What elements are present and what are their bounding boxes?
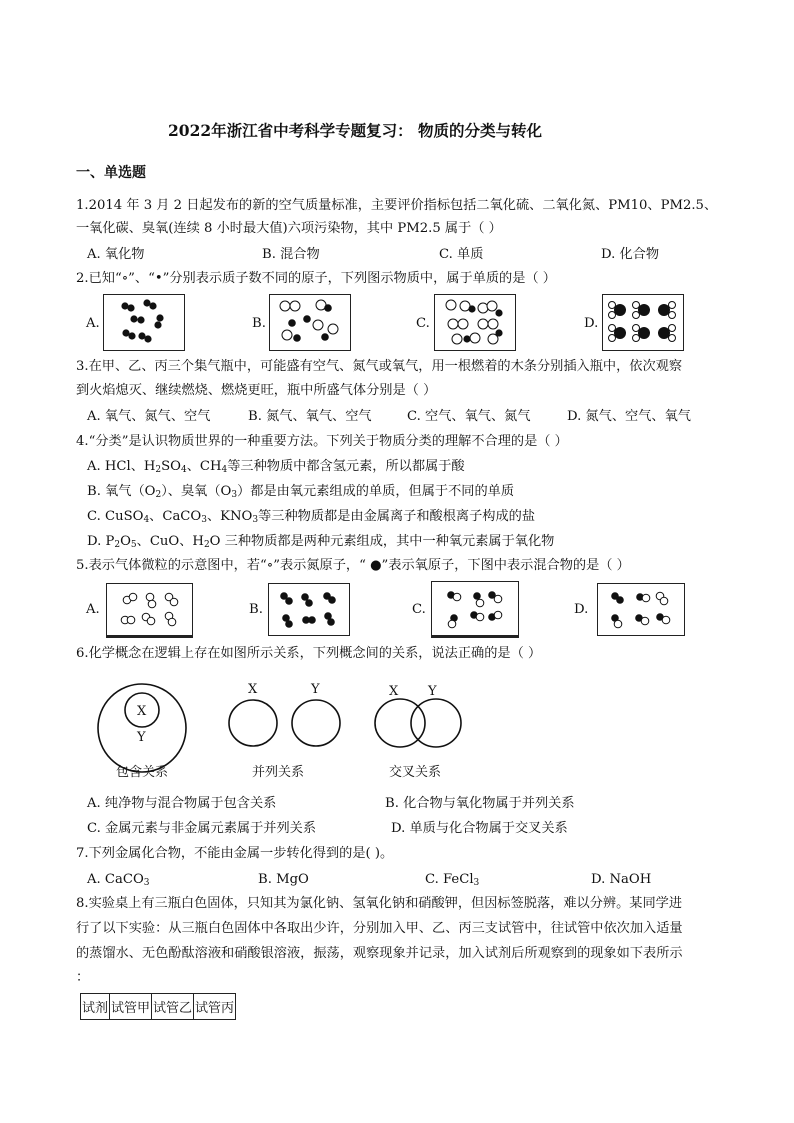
q7-c-sub: 3 [473,878,480,888]
q6-option-d[interactable]: D. 单质与化合物属于交叉关系 [391,821,568,836]
q6-caption-cross: 交叉关系 [389,765,442,780]
q5-diagram-b[interactable] [268,583,350,636]
q4-a-text3: 、CH [186,459,222,474]
q8-line1: 8.实验桌上有三瓶白色固体，只知其为氯化钠、氢氧化钠和硝酸钾，但因标签脱落，难以分辨。某同学进 [76,896,683,911]
q4-a-sub1: 2 [155,465,162,475]
q3-option-c[interactable]: C. 空气、氧气、氮气 [407,409,531,424]
q8-line2: 行了以下实验：从三瓶白色固体中各取出少许，分别加入甲、乙、丙三支试管中，往试管中依次加入适量 [76,921,683,936]
q4-b-sub1: 2 [155,490,162,500]
q2-diagram-d-molecules [603,295,683,350]
table-header-tube-c: 试管丙 [194,994,236,1020]
q4-c-text3: 、KNO [206,509,253,524]
q4-b-text3: ）都是由氧元素组成的单质，但属于不同的单质 [237,484,515,499]
cross-x-label: X [389,684,399,699]
q4-d-text1: D. P [87,534,115,549]
q7-option-d[interactable]: D. NaOH [591,872,652,887]
q4-a-sub2: 4 [181,465,187,475]
q4-option-b[interactable] [87,483,514,500]
q6-caption-parallel: 并列关系 [252,765,305,780]
q1-option-c[interactable]: C. 单质 [439,247,484,262]
contain-x-label: X [137,704,147,719]
q7-stem: 7.下列金属化合物，不能由金属一步转化得到的是( )。 [76,846,394,861]
q2-label-b[interactable]: B. [252,316,266,331]
q4-b-text2: ）、臭氧（O [161,484,232,499]
q3-option-d[interactable]: D. 氮气、空气、氧气 [567,409,691,424]
q5-diagram-a-molecules [107,584,192,635]
q1-option-d[interactable]: D. 化合物 [601,247,660,262]
q4-b-text1: B. 氧气（O [87,484,156,499]
table-header-tube-b: 试管乙 [152,994,194,1020]
q5-diagram-c-molecules [432,582,518,635]
q7-a-sub: 3 [143,878,150,888]
q7-option-c[interactable] [425,871,479,888]
q1-line1: 1.2014 年 3 月 2 日起发布的新的空气质量标准，主要评价指标包括二氧化硫、二氧化氮、PM10、PM2.5、 [76,198,718,213]
q7-option-b[interactable]: B. MgO [258,872,309,887]
q2-diagram-a-molecules [104,295,184,350]
q7-option-a[interactable] [87,871,150,888]
q2-label-d[interactable]: D. [584,316,599,331]
q4-a-sub3: 4 [221,465,228,475]
q5-diagram-d-molecules [598,584,684,635]
table-header-tube-a: 试管甲 [110,994,152,1020]
q5-label-d[interactable]: D. [574,602,589,617]
q4-d-sub1: 2 [114,540,121,550]
q4-d-sub2: 5 [130,540,137,550]
cross-y-label: Y [428,684,437,699]
q4-c-text4: 等三种物质都是由金属离子和酸根离子构成的盐 [258,509,536,524]
q4-a-text1: A. HCl、H [87,459,156,474]
q2-diagram-a[interactable] [103,294,185,351]
q4-a-text4: 等三种物质中都含氢元素，所以都属于酸 [227,459,465,474]
section-heading: 一、单选题 [76,165,146,181]
q1-line2: 一氧化碳、臭氧(连续 8 小时最大值)六项污染物，其中 PM2.5 属于（ ） [76,221,502,236]
q2-stem: 2.已知“∘”、“•”分别表示质子数不同的原子，下列图示物质中，属于单质的是（ ） [76,271,556,286]
q4-option-a[interactable] [87,458,465,475]
q5-stem: 5.表示气体微粒的示意图中，若“∘”表示氮原子，“ ●”表示氧原子，下图中表示混合物的是（ ） [76,558,630,573]
q6-option-a[interactable]: A. 纯净物与混合物属于包含关系 [87,796,277,811]
q2-diagram-d[interactable] [602,294,684,351]
q4-d-sub3: 2 [203,540,210,550]
q4-c-sub3: 3 [252,515,259,525]
q4-c-sub2: 3 [201,515,207,525]
q3-option-a[interactable]: A. 氧气、氮气、空气 [87,409,211,424]
parallel-x-label: X [248,682,258,697]
q4-b-sub2: 3 [231,490,238,500]
parallel-circle-y [292,700,340,746]
q2-label-a[interactable]: A. [86,316,100,331]
q7-c-text: C. FeCl [425,872,474,887]
q6-caption-contain: 包含关系 [116,765,169,780]
q3-line2: 到火焰熄灭、继续燃烧、燃烧更旺，瓶中所盛气体分别是（ ） [76,383,437,398]
q8-line3: 的蒸馏水、无色酚酞溶液和硝酸银溶液，振荡，观察现象并记录，加入试剂后所观察到的现象如下表所示 [76,946,683,961]
q2-diagram-c-molecules [435,295,515,350]
q5-label-a[interactable]: A. [86,602,100,617]
q4-a-text2: SO [161,459,181,474]
cross-circle-y [411,699,461,747]
q6-stem: 6.化学概念在逻辑上存在如图所示关系，下列概念间的关系，说法正确的是（ ） [76,646,542,661]
q4-d-text4: O 三种物质都是两种元素组成，其中一种氧元素属于氧化物 [209,534,555,549]
q5-diagram-c[interactable] [431,581,519,638]
q6-option-c[interactable]: C. 金属元素与非金属元素属于并列关系 [87,821,317,836]
q7-a-text: A. CaCO [87,872,144,887]
q3-line1: 3.在甲、乙、丙三个集气瓶中，可能盛有空气、氮气或氧气，用一根燃着的木条分别插入瓶中，依次观察 [76,359,683,374]
q4-d-text2: O [120,534,131,549]
q6-option-b[interactable]: B. 化合物与氧化物属于并列关系 [385,796,575,811]
q1-option-b[interactable]: B. 混合物 [262,247,320,262]
q5-diagram-b-molecules [269,584,349,635]
q5-label-c[interactable]: C. [412,602,426,617]
q5-diagram-d[interactable] [597,583,685,636]
parallel-y-label: Y [311,682,320,697]
q2-diagram-c[interactable] [434,294,516,351]
q8-line4: ： [76,970,90,985]
q8-table [80,993,236,1020]
q4-c-text1: C. CuSO [87,509,144,524]
q2-diagram-b[interactable] [269,294,351,351]
q4-stem: 4.“分类”是认识物质世界的一种重要方法。下列关于物质分类的理解不合理的是（ ） [76,434,568,449]
table-header-reagent: 试剂 [81,994,110,1020]
contain-outer-circle [98,684,186,772]
q1-option-a[interactable]: A. 氧化物 [87,247,145,262]
q4-option-d[interactable] [87,533,554,550]
table-row [81,994,236,1020]
parallel-circle-x [229,700,277,746]
q3-option-b[interactable]: B. 氮气、氧气、空气 [248,409,372,424]
q2-diagram-b-molecules [270,295,350,350]
q4-option-c[interactable] [87,508,535,525]
page-title: 2022年浙江省中考科学专题复习： 物质的分类与转化 [168,121,543,140]
q4-c-sub1: 4 [143,515,150,525]
q5-diagram-a[interactable] [106,583,193,638]
q4-c-text2: 、CaCO [149,509,202,524]
contain-y-label: Y [137,730,146,745]
q4-d-text3: 、CuO、H [136,534,204,549]
q2-label-c[interactable]: C. [416,316,430,331]
q5-label-b[interactable]: B. [249,602,263,617]
